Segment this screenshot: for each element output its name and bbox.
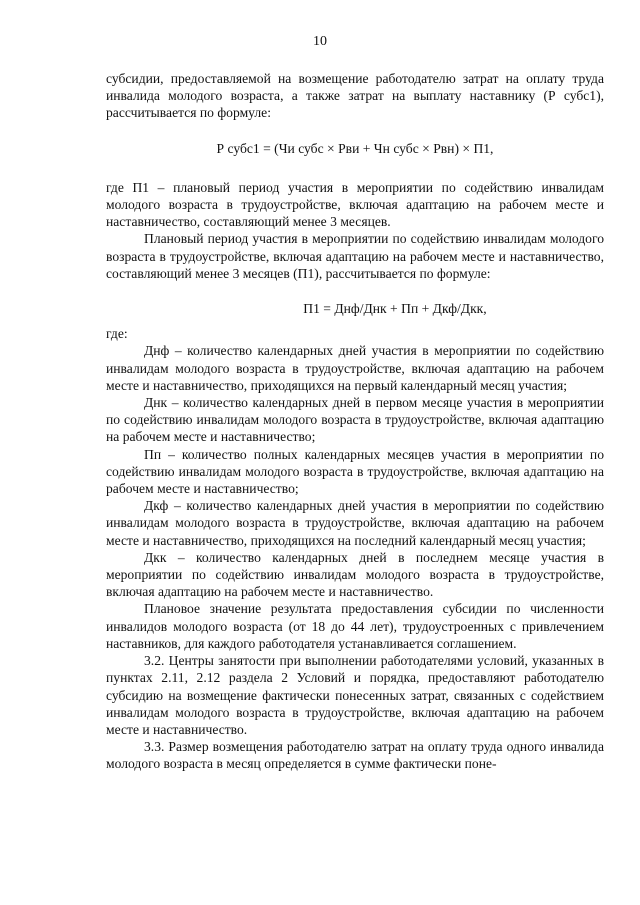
definition-dnk: Днк – количество календарных дней в первом месяце участия в мероприятии по содействию инвалидам молодого возраста в трудоустройстве, включая адаптацию на рабочем месте и наставничество; [106,395,604,445]
where-label: где: [106,326,128,342]
paragraph-continuation: субсидии, предоставляемой на возмещение работодателю затрат на оплату труда инвалида молодого возраста, а также затрат на выплату наставнику (Р субс1), рассчитывается по формуле: [106,71,604,121]
formula-subsidy: Р субс1 = (Чи субс × Рви + Чн субс × Рвн) × П1, [216,140,494,156]
paragraph-3-2: 3.2. Центры занятости при выполнении работодателями условий, указанных в пунктах 2.11, 2.12 раздела 2 Условий и порядка, предоставляют работодателю субсидию на возмещение фактически понесенных затрат, связанных с содействием инвалидам молодого возраста в трудоустройстве, включая адаптацию на рабочем месте и наставничество. [106,653,604,737]
paragraph-p1-definition: где П1 – плановый период участия в мероприятии по содействию инвалидам молодого возраста в трудоустройстве, включая адаптацию на рабочем месте и наставничество, составляющий менее 3 месяцев. [106,179,604,230]
definition-dkk: Дкк – количество календарных дней в последнем месяце участия в мероприятии по содействию инвалидам молодого возраста в трудоустройстве, включая адаптацию на рабочем месте и наставничество. [106,549,604,600]
definition-dkf: Дкф – количество календарных дней участия в мероприятии по содействию инвалидам молодого возраста в трудоустройстве, включая адаптацию на рабочем месте и наставничество, приходящихся на последний календарный месяц участия; [106,498,604,548]
paragraph-planned-result: Плановое значение результата предоставления субсидии по численности инвалидов молодого возраста (от 18 до 44 лет), трудоустроенных с привлечением наставников, для каждого работодателя устанавливается соглашением. [106,601,604,651]
paragraph-planned-period: Плановый период участия в мероприятии по содействию инвалидам молодого возраста в трудоустройстве, включая адаптацию на рабочем месте и наставничество, составляющий менее 3 месяцев (П1), рассчитывается по формуле: [106,231,604,281]
formula-period: П1 = Днф/Днк + Пп + Дкф/Дкк, [303,301,487,317]
page-number: 10 [313,34,327,49]
definition-dnf: Днф – количество календарных дней участия в мероприятии по содействию инвалидам молодого возраста в трудоустройстве, включая адаптацию на рабочем месте и наставничество, приходящихся на первый календарный месяц участия; [106,343,604,393]
document-body [106,70,604,773]
definition-pp: Пп – количество полных календарных месяцев участия в мероприятии по содействию инвалидам молодого возраста в трудоустройстве, включая адаптацию на рабочем месте и наставничество; [106,446,604,497]
paragraph-3-3: 3.3. Размер возмещения работодателю затрат на оплату труда одного инвалида молодого возраста в месяц определяется в сумме фактически поне- [106,739,604,772]
